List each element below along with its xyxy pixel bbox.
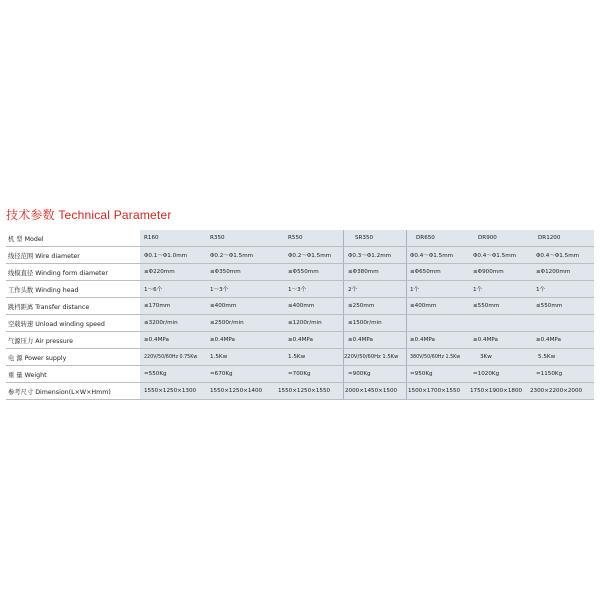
- table-row-form-diameter: [6, 264, 594, 281]
- table-row-weight: [6, 366, 594, 383]
- table-row-dimension: [6, 383, 594, 400]
- row-label: 线模直径 Winding form diameter: [6, 264, 140, 280]
- cell-dr1200: 2300×2200×2000: [530, 388, 583, 394]
- column-divider: [343, 383, 344, 399]
- table-row-power-supply: [6, 349, 594, 366]
- row-values: [140, 383, 594, 399]
- cell-r550: ≥0.4MPa: [288, 337, 313, 343]
- row-label: 线径范围 Wire diameter: [6, 247, 140, 263]
- cell-r550: ≤Φ550mm: [288, 269, 319, 275]
- cell-r160: ≥0.4MPa: [144, 337, 169, 343]
- cell-r160: 220V/50/60Hz 0.75Kw: [144, 354, 198, 360]
- cell-r350: ≥0.4MPa: [210, 337, 235, 343]
- row-values: [140, 247, 594, 263]
- cell-r350: ≤Φ350mm: [210, 269, 241, 275]
- cell-sr350: ≥0.4MPa: [348, 337, 373, 343]
- cell-dr900: ≤Φ900mm: [473, 269, 504, 275]
- table-row-model: [6, 230, 594, 247]
- column-divider: [406, 383, 407, 399]
- cell-r350: R350: [210, 235, 225, 241]
- column-divider: [343, 315, 344, 331]
- row-label: 机 型 Model: [6, 230, 140, 246]
- cell-sr350: 2000×1450×1500: [345, 388, 398, 394]
- cell-r160: ≤Φ220mm: [144, 269, 175, 275]
- column-divider: [406, 247, 407, 263]
- column-divider: [343, 264, 344, 280]
- cell-sr350: ≈900Kg: [348, 371, 371, 377]
- row-values: [140, 264, 594, 280]
- cell-dr900: DR900: [478, 235, 497, 241]
- column-divider: [406, 366, 407, 382]
- cell-r350: 1.5Kw: [210, 354, 228, 360]
- cell-dr650: ≤400mm: [410, 303, 437, 309]
- cell-r350: 1～3个: [210, 287, 229, 293]
- table-row-winding-head: [6, 281, 594, 298]
- row-label: 参考尺寸 Dimension(L×W×Hmm): [6, 383, 140, 399]
- cell-r160: ≈550Kg: [144, 371, 167, 377]
- table-row-wire-diameter: [6, 247, 594, 264]
- cell-dr650: ≤Φ650mm: [410, 269, 441, 275]
- cell-dr650: 380V/50/60Hz 1.5Kw: [410, 354, 461, 360]
- column-divider: [406, 315, 407, 331]
- column-divider: [343, 366, 344, 382]
- column-divider: [343, 281, 344, 297]
- cell-dr650: 1500×1700×1550: [408, 388, 461, 394]
- cell-sr350: ≤Φ380mm: [348, 269, 379, 275]
- row-label: 电 源 Power supply: [6, 349, 140, 365]
- row-label: 气源压力 Air pressure: [6, 332, 140, 348]
- cell-sr350: 220V/50/60Hz 1.5Kw: [344, 354, 399, 360]
- cell-dr900: ≥0.4MPa: [473, 337, 498, 343]
- cell-sr350: ≤1500r/min: [348, 320, 382, 326]
- cell-dr1200: ≥0.4MPa: [536, 337, 561, 343]
- cell-sr350: SR350: [355, 235, 374, 241]
- cell-r550: Φ0.2～Φ1.5mm: [288, 253, 332, 259]
- cell-dr900: Φ0.4～Φ1.5mm: [473, 253, 517, 259]
- cell-r550: 1.5Kw: [288, 354, 306, 360]
- cell-dr650: ≈950Kg: [410, 371, 433, 377]
- cell-dr650: DR650: [416, 235, 435, 241]
- cell-r160: R160: [144, 235, 159, 241]
- cell-r350: ≤400mm: [210, 303, 237, 309]
- column-divider: [406, 281, 407, 297]
- cell-r550: ≤1200r/min: [288, 320, 322, 326]
- row-label: 空载转速 Unload winding speed: [6, 315, 140, 331]
- row-values: [140, 332, 594, 348]
- cell-r160: 1550×1250×1300: [144, 388, 197, 394]
- row-label: 跳档距离 Transfer distance: [6, 298, 140, 314]
- cell-dr1200: Φ0.4～Φ1.5mm: [536, 253, 580, 259]
- row-values: [140, 298, 594, 314]
- cell-sr350: 2个: [348, 287, 358, 293]
- column-divider: [406, 332, 407, 348]
- column-divider: [343, 332, 344, 348]
- cell-dr900: 3Kw: [480, 354, 492, 360]
- cell-dr1200: 5.5Kw: [538, 354, 556, 360]
- cell-dr1200: ≈1150Kg: [536, 371, 563, 377]
- row-values: [140, 281, 594, 297]
- cell-r160: ≤3200r/min: [144, 320, 178, 326]
- cell-r160: 1～6个: [144, 287, 163, 293]
- cell-r160: ≤170mm: [144, 303, 171, 309]
- table-row-transfer-distance: [6, 298, 594, 315]
- column-divider: [406, 349, 407, 365]
- cell-dr1200: DR1200: [538, 235, 561, 241]
- cell-dr900: ≈1020Kg: [473, 371, 500, 377]
- table-row-air-pressure: [6, 332, 594, 349]
- cell-r550: 1～3个: [288, 287, 307, 293]
- column-divider: [343, 298, 344, 314]
- column-divider: [406, 264, 407, 280]
- cell-r550: ≤400mm: [288, 303, 315, 309]
- parameter-table: [6, 230, 594, 396]
- table-row-unload-speed: [6, 315, 594, 332]
- cell-r350: ≈670Kg: [210, 371, 233, 377]
- row-values: [140, 366, 594, 382]
- column-divider: [343, 247, 344, 263]
- cell-dr650: ≥0.4MPa: [410, 337, 435, 343]
- cell-r350: Φ0.2～Φ1.5mm: [210, 253, 254, 259]
- row-values: [140, 230, 594, 246]
- cell-r350: ≤2500r/min: [210, 320, 244, 326]
- row-values: [140, 315, 594, 331]
- column-divider: [406, 230, 407, 246]
- column-divider: [343, 230, 344, 246]
- cell-r550: 1550×1250×1550: [278, 388, 331, 394]
- cell-dr900: 1个: [473, 287, 483, 293]
- cell-dr1200: ≤Φ1200mm: [536, 269, 571, 275]
- cell-dr1200: ≤550mm: [536, 303, 563, 309]
- row-label: 工作头数 Winding head: [6, 281, 140, 297]
- cell-r550: ≈700Kg: [288, 371, 311, 377]
- cell-r550: R550: [288, 235, 303, 241]
- column-divider: [406, 298, 407, 314]
- cell-r160: Φ0.1～Φ1.0mm: [144, 253, 188, 259]
- cell-dr900: ≤550mm: [473, 303, 500, 309]
- row-values: [140, 349, 594, 365]
- row-label: 重 量 Weight: [6, 366, 140, 382]
- cell-dr900: 1750×1900×1800: [470, 388, 523, 394]
- cell-sr350: Φ0.3～Φ1.2mm: [348, 253, 392, 259]
- cell-dr650: Φ0.4～Φ1.5mm: [410, 253, 454, 259]
- cell-dr1200: 1个: [536, 287, 546, 293]
- cell-sr350: ≤250mm: [348, 303, 375, 309]
- page-title: 技术参数 Technical Parameter: [6, 208, 172, 222]
- cell-dr650: 1个: [410, 287, 420, 293]
- cell-r350: 1550×1250×1400: [210, 388, 263, 394]
